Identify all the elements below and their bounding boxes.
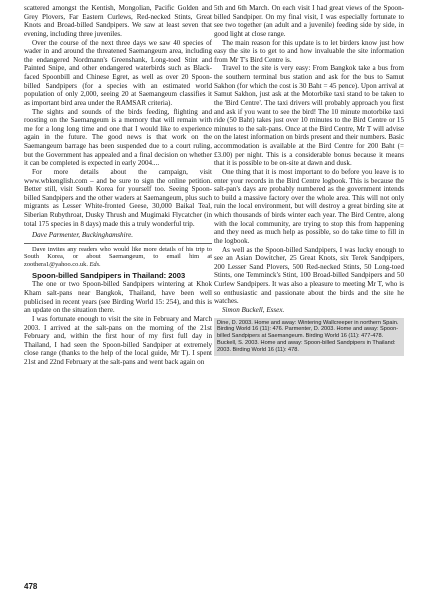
paragraph: Over the course of the next three days we saw 40 species of wader in and around the threatened Saemangeum area, including the endangered Nordmann's Greenshank, Long-toed Stint and Painted Snipe, and other endangered waterbirds such as Black-faced Spoonbill and Chinese Egret, as well as over 20 Spoon-billed Sandpipers (for a species with an estimated world population of only 2,000, seeing 20 at Saemangeum classifies it as important bird area under the RAMSAR criteria). bbox=[24, 38, 212, 107]
article-heading: Spoon-billed Sandpipers in Thailand: 2003 bbox=[32, 271, 186, 281]
left-column bbox=[24, 4, 212, 367]
paragraph: Travel to the site is very easy: From Bangkok take a bus from the southern terminal bus station and ask for the bus to Samut Sakhon (for which the cost is 30 Baht = 45 pence). Upon arrival at Samut Sakhon, just ask at the Motorbike taxi stand to be taken to the 'Bird Centre'. The taxi drivers will probably approach you first and ask if you want to see the bird! The 10 minute motorbike taxi ride (50 Baht) takes just over 10 minutes to the Bird Centre or 15 minutes to the salt-pans. Once at the Bird Centre, Mr T will advise on the latest information on birds present and their numbers. Basic accommodation is available at the Bird Centre for 200 Baht (= £3.00) per night. This is a considerable bonus because it means that it is possible to be on-site at dawn and dusk. bbox=[214, 64, 404, 168]
paragraph: scattered amongst the Kentish, Mongolian, Pacific Golden and Grey Plovers, Far Eastern Curlews, Red-necked Stints, Great Knots and Broad-billed Sandpipers. We saw at least seven that evening, including three juveniles. bbox=[24, 4, 212, 38]
paragraph: For more details about the campaign, visit www.wbkenglish.com – and be sure to sign the online petition. Better still, visit South Korea for yourself too. Seeing Spoon-billed Sandpipers and the other waders at Saemangeum, plus such migrants as Lesser White-fronted Geese, 30,000 Baikal Teal, Siberian Rubythroat, Dusky Thrush and Mugimaki Flycatcher (in total 175 species in 8 days) made this a truly wonderful trip. bbox=[24, 167, 212, 228]
editor-note bbox=[24, 246, 212, 269]
author-signature: Dave Parmenter, Buckinghamshire. bbox=[32, 231, 133, 240]
paragraph: The sights and sounds of the birds feeding, flighting and roosting on the Saemangeum is a memory that will remain with me for a long long time and one that I would like to experience again in the future. The good news is that work on the Saemangeum barrage has been suspended due to a court ruling, but the Government has appealed and a final decision on whether it can be completed is expected in early 2004.... bbox=[24, 107, 212, 168]
paragraph: As well as the Spoon-billed Sandpipers, I was lucky enough to see an Asian Dowitcher, 25 Great Knots, six Terek Sandpipers, 200 Lesser Sand Plovers, 500 Red-necked Stints, 50 Long-toed Stints, one Temminck's Stint, 100 Broad-billed Sandpipers and 50 Curlew Sandpipers. It was also a pleasure to meeting Mr T, who is so enthusiastic and passionate about the birds and the site he watches. bbox=[214, 245, 404, 306]
paragraph: 5th and 6th March. On each visit I had great views of the Spoon-billed Sandpiper. On my final visit, I was especially fortunate to see two together (an adult and a juvenile) feeding side by side, in good light at close range. bbox=[214, 4, 404, 38]
references-box: Dine, D. 2003. Home and away: Wintering Wallcreeper in northern Spain. Birding World 16 (11): 476. Parmenter, D. 2003. Home and away: Spoon-billed Sandpipers at Saemangeum. Birding World 16 (11): 477-478. Buckell, S. 2003. Home and away: Spoon-billed Sandpipers in Thailand: 2003. Birding World 16 (11): 478. bbox=[214, 318, 404, 357]
paragraph: I was fortunate enough to visit the site in February and March 2003. I arrived at the salt-pans on the morning of the 21st February and, within the first hour of my first full day in Thailand, I had seen the Spoon-billed Sandpiper at extremely close range (thanks to the help of the local guide, Mr T). I spent 21st and 22nd February at the salt-pans and went back again on bbox=[24, 314, 212, 366]
paragraph: The one or two Spoon-billed Sandpipers wintering at Khok Kham salt-pans near Bangkok, Thailand, have been well publicised in recent years (see Birding World 15: 254), and this is an update on the situation there. bbox=[24, 280, 212, 315]
author-signature: Simon Buckell, Essex. bbox=[222, 305, 285, 314]
right-column bbox=[214, 4, 404, 356]
paragraph: One thing that it is most important to do before you leave is to enter your records in the Bird Centre logbook. This is because the salt-pan's days are probably numbered as the government intends to build a massive factory over the whole area. This will not only ruin the local environment, but will destroy a great birding site at which thousands of birds winter each year. The Bird Centre, along with the local community, are trying to stop this from happening and they need as much help as possible, so do take time to fill in the logbook. bbox=[214, 167, 404, 245]
editor-note-text: Dave invites any readers who would like more details of his trip to South Korea, or about Saemangeum, to email him at zoothera1@yahoo.co.uk. bbox=[24, 245, 212, 268]
page-number: 478 bbox=[24, 582, 38, 591]
paragraph: The main reason for this update is to let birders know just how easy the site is to get to and how invaluable the site information from Mr T's Bird Centre is. bbox=[214, 38, 404, 64]
editor-note-eds: Eds. bbox=[89, 260, 101, 268]
divider bbox=[24, 243, 212, 244]
